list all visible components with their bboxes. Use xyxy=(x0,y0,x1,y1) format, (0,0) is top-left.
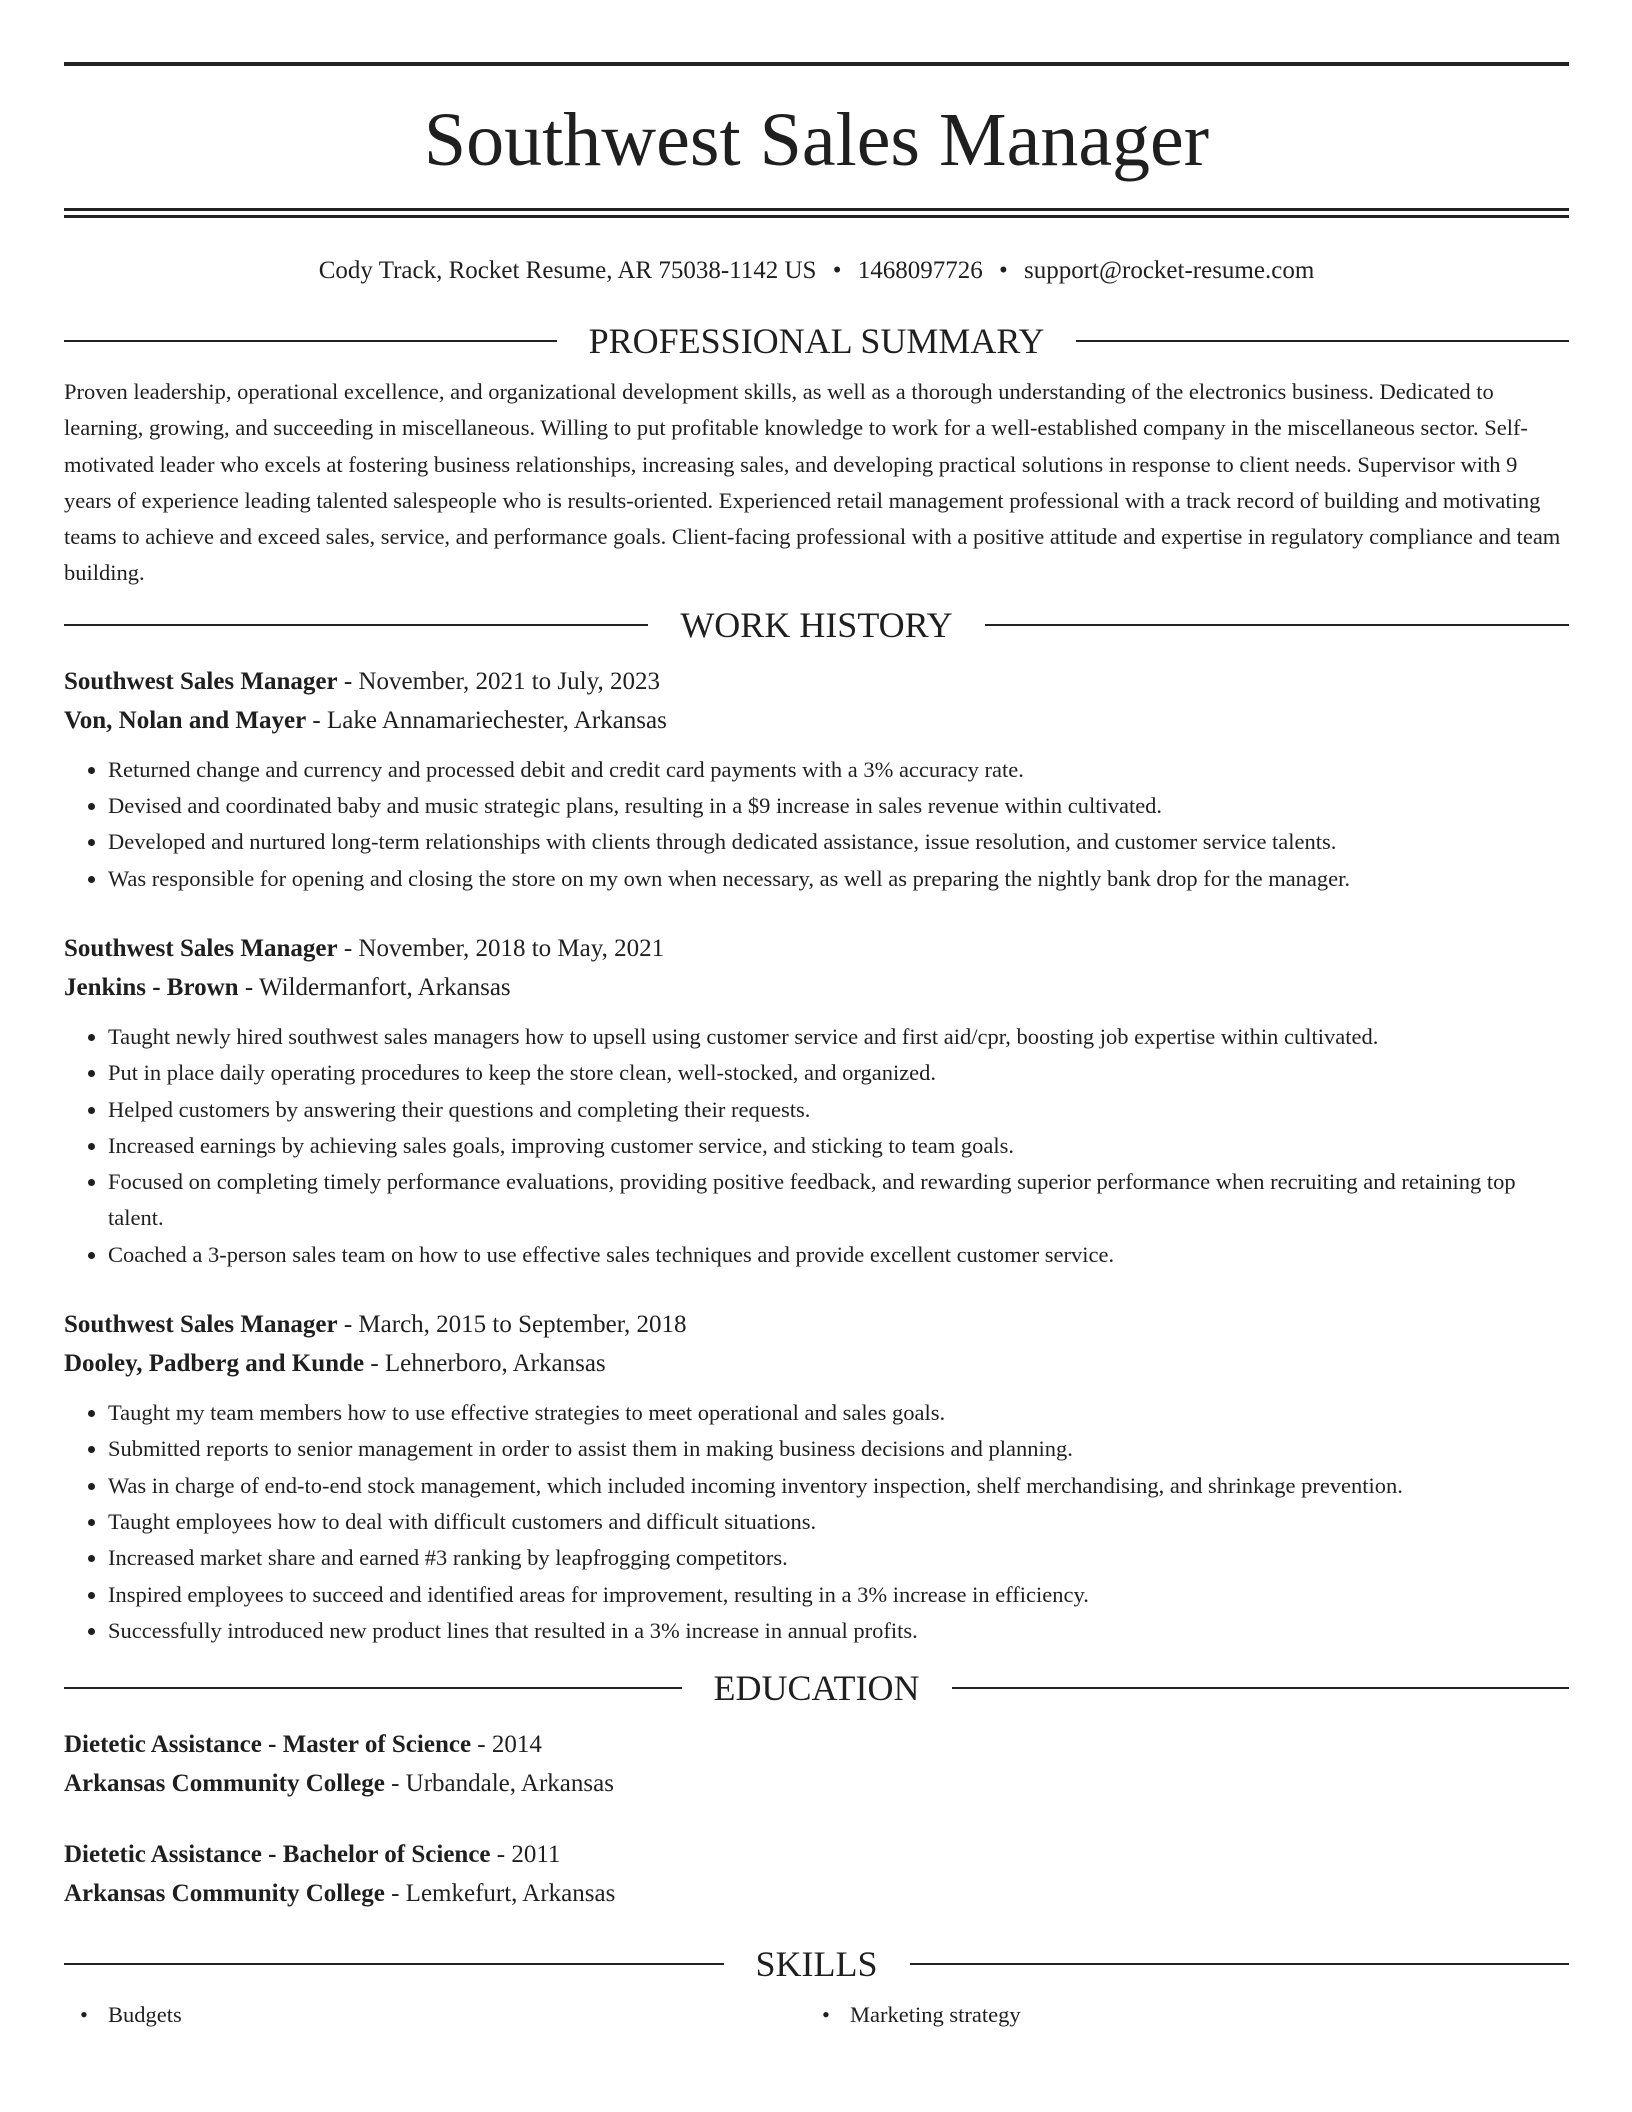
section-rule xyxy=(1076,340,1569,342)
job-bullets xyxy=(64,1019,1569,1273)
contact-phone: 1468097726 xyxy=(857,257,983,284)
job-bullet: • Submitted reports to senior management in order to assist them in making business decisions and planning. xyxy=(108,1431,1569,1467)
page-title: Southwest Sales Manager xyxy=(423,98,1210,182)
education-location: - Urbandale, Arkansas xyxy=(384,1770,614,1798)
job-role: Southwest Sales Manager xyxy=(64,934,338,962)
job-bullet: • Put in place daily operating procedures to keep the store clean, well-stocked, and organized. xyxy=(108,1055,1569,1091)
job-dates: - November, 2021 to July, 2023 xyxy=(337,667,660,695)
job-bullet: • Returned change and currency and processed debit and credit card payments with a 3% accuracy rate. xyxy=(108,752,1569,788)
job-bullets xyxy=(64,752,1569,897)
section-header-skills xyxy=(64,1939,1569,1989)
job-title-line xyxy=(64,662,1569,701)
top-rule xyxy=(64,62,1569,66)
job-dates: - March, 2015 to September, 2018 xyxy=(337,1311,687,1339)
contact-email[interactable]: support@rocket-resume.com xyxy=(1023,257,1315,284)
education-degree: Dietetic Assistance - Bachelor of Science xyxy=(64,1841,491,1869)
title-double-rule xyxy=(64,208,1569,218)
job-bullet: • Taught my team members how to use effective strategies to meet operational and sales goals. xyxy=(108,1395,1569,1431)
education-location: - Lemkefurt, Arkansas xyxy=(384,1880,616,1908)
job-bullet: • Coached a 3-person sales team on how to use effective sales techniques and provide excellent customer service. xyxy=(108,1237,1569,1273)
education-year: - 2014 xyxy=(471,1731,542,1759)
job-bullet: • Increased market share and earned #3 ranking by leapfrogging competitors. xyxy=(108,1540,1569,1576)
education-degree-line xyxy=(64,1725,1569,1764)
section-title-summary: PROFESSIONAL SUMMARY xyxy=(588,321,1045,361)
education-degree: Dietetic Assistance - Master of Science xyxy=(64,1731,472,1759)
job-bullet: • Increased earnings by achieving sales goals, improving customer service, and sticking to team goals. xyxy=(108,1128,1569,1164)
job-bullet: • Helped customers by answering their questions and completing their requests. xyxy=(108,1092,1569,1128)
job-bullet: • Taught newly hired southwest sales managers how to upsell using customer service and first aid/cpr, boosting job expertise within cultivated. xyxy=(108,1019,1569,1055)
contact-separator: • xyxy=(998,257,1008,284)
job-bullet: • Was in charge of end-to-end stock management, which included incoming inventory inspection, shelf merchandising, and shrinkage prevention. xyxy=(108,1468,1569,1504)
skill-item: • Marketing strategy xyxy=(806,1997,1548,2033)
education-school-line xyxy=(64,1764,1569,1803)
section-header-education xyxy=(64,1663,1569,1713)
education-year: - 2011 xyxy=(490,1841,561,1869)
section-rule xyxy=(64,624,648,626)
section-rule xyxy=(985,624,1569,626)
section-title-work: WORK HISTORY xyxy=(680,604,953,645)
section-rule xyxy=(64,1963,724,1965)
job-role: Southwest Sales Manager xyxy=(64,667,338,695)
section-rule xyxy=(952,1687,1570,1689)
skill-item: • Budgets xyxy=(64,1997,806,2033)
contact-line xyxy=(64,254,1569,288)
job-role: Southwest Sales Manager xyxy=(64,1311,338,1339)
job-company-line xyxy=(64,968,1569,1007)
job-bullet: • Successfully introduced new product lines that resulted in a 3% increase in annual profits. xyxy=(108,1613,1569,1649)
resume-content xyxy=(64,62,1569,2033)
job-company: Dooley, Padberg and Kunde xyxy=(64,1350,365,1378)
job-bullet: • Taught employees how to deal with difficult customers and difficult situations. xyxy=(108,1504,1569,1540)
job-company-line xyxy=(64,1344,1569,1383)
education-school-line xyxy=(64,1874,1569,1913)
section-rule xyxy=(910,1963,1570,1965)
section-rule xyxy=(64,340,557,342)
summary-text: Proven leadership, operational excellence, and organizational development skills, as well as a thorough understanding of the electronics business. Dedicated to learning, growing, and succeeding in miscellaneous. Willing to put profitable knowledge to work for a well-established company in the miscellaneous sector. Self-motivated leader who excels at fostering business relationships, increasing sales, and developing practical solutions in response to client needs. Supervisor with 9 years of experience leading talented salespeople who is results-oriented. Experienced retail management professional with a track record of building and motivating teams to achieve and exceed sales, service, and performance goals. Client-facing professional with a positive attitude and expertise in regulatory compliance and team building. xyxy=(64,379,1561,586)
job-bullets xyxy=(64,1395,1569,1649)
job-bullet: • Inspired employees to succeed and identified areas for improvement, resulting in a 3% increase in efficiency. xyxy=(108,1577,1569,1613)
education-school: Arkansas Community College xyxy=(64,1880,385,1908)
section-header-work xyxy=(64,600,1569,650)
job-company-line xyxy=(64,701,1569,740)
job-location: - Wildermanfort, Arkansas xyxy=(238,973,511,1001)
section-title-education: EDUCATION xyxy=(713,1668,920,1709)
education-entry xyxy=(64,1835,1569,1913)
contact-address: Cody Track, Rocket Resume, AR 75038-1142 US xyxy=(318,257,817,284)
contact-separator: • xyxy=(832,257,842,284)
job-bullet: • Devised and coordinated baby and music strategic plans, resulting in a $9 increase in sales revenue within cultivated. xyxy=(108,788,1569,824)
job-company: Von, Nolan and Mayer xyxy=(64,706,307,734)
skills-list xyxy=(64,1997,1569,2033)
section-header-summary xyxy=(64,316,1569,366)
job-entry xyxy=(64,662,1569,897)
job-title-line xyxy=(64,1305,1569,1344)
job-bullet: • Developed and nurtured long-term relationships with clients through dedicated assistance, issue resolution, and customer service talents. xyxy=(108,824,1569,860)
job-entry xyxy=(64,929,1569,1273)
section-title-skills: SKILLS xyxy=(755,1944,878,1985)
job-dates: - November, 2018 to May, 2021 xyxy=(337,934,665,962)
education-school: Arkansas Community College xyxy=(64,1770,385,1798)
education-degree-line xyxy=(64,1835,1569,1874)
job-location: - Lake Annamariechester, Arkansas xyxy=(306,706,667,734)
job-entry xyxy=(64,1305,1569,1649)
job-company: Jenkins - Brown xyxy=(64,973,239,1001)
job-bullet: • Focused on completing timely performance evaluations, providing positive feedback, and rewarding superior performance when recruiting and retaining top talent. xyxy=(108,1164,1569,1237)
section-rule xyxy=(64,1687,682,1689)
job-location: - Lehnerboro, Arkansas xyxy=(364,1350,606,1378)
job-bullet: • Was responsible for opening and closing the store on my own when necessary, as well as preparing the nightly bank drop for the manager. xyxy=(108,861,1569,897)
education-entry xyxy=(64,1725,1569,1803)
job-title-line xyxy=(64,929,1569,968)
